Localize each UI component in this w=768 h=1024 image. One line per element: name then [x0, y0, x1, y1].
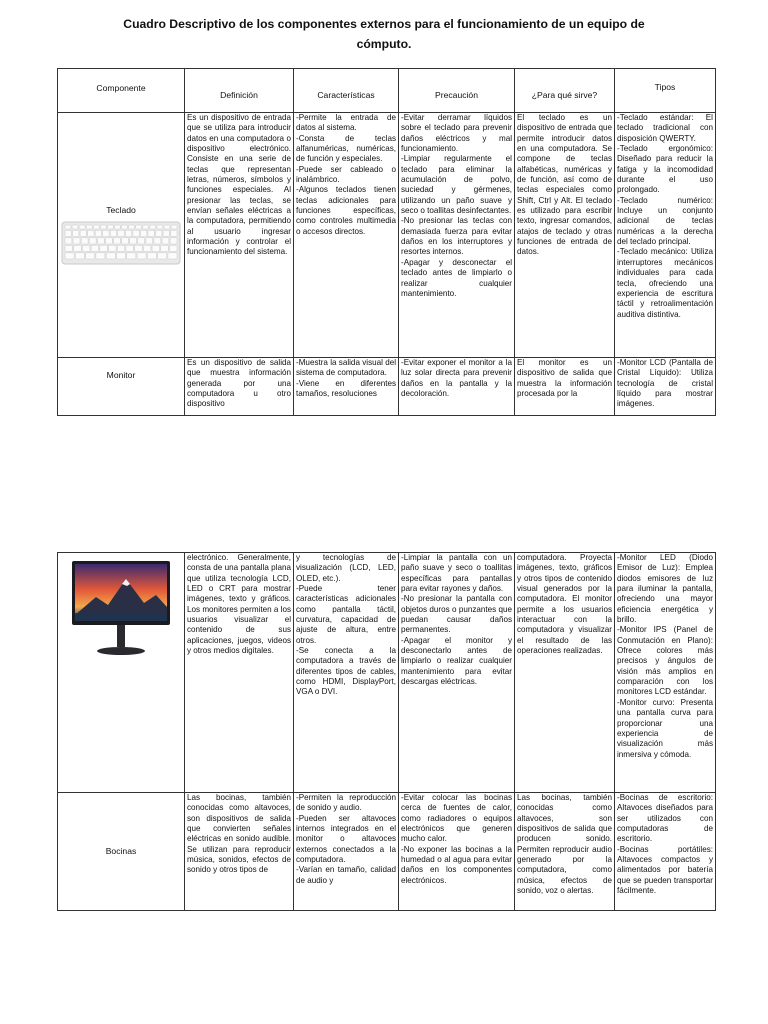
keyboard-key: [143, 225, 149, 229]
keyboard-key: [147, 253, 156, 259]
keyboard-key: [133, 230, 139, 236]
teclado-definicion: Es un dispositivo de entrada que se utiliza para introducir datos en una computadora o dispositivo electrónico. Consiste en una serie de teclas que representan letras, números, símbolos y funciones especiales. Al presionar las teclas, se envían señales eléctricas a la computadora, permitiendo al usuario ingresar información y controlar el funcionamiento del sistema.: [185, 113, 294, 358]
keyboard-key: [114, 238, 121, 244]
component-cell-monitor-image: [58, 553, 185, 793]
keyboard-key: [105, 238, 112, 244]
keyboard-key: [96, 253, 105, 259]
keyboard-key: [161, 245, 169, 251]
keyboard-key: [89, 238, 96, 244]
keyboard-key: [170, 238, 177, 244]
keyboard-key: [148, 230, 154, 236]
keyboard-key: [127, 253, 136, 259]
keyboard-key: [125, 230, 131, 236]
monitor-para-que-sirve-continued: computadora. Proyecta imágenes, texto, gráficos y otros tipos de contenido visual generados por la computadora. El monitor permite a los usuarios interactuar con la computadora y visualizar el resultado de las operaciones realizadas.: [515, 553, 615, 793]
keyboard-key: [156, 230, 162, 236]
keyboard-key: [152, 245, 160, 251]
keyboard-key: [115, 225, 121, 229]
keyboard-key: [137, 253, 146, 259]
keyboard-key: [163, 230, 169, 236]
keyboard-key: [116, 253, 125, 259]
component-name: Bocinas: [105, 846, 137, 857]
bocinas-caracteristicas: -Permiten la reproducción de sonido y audio. -Pueden ser altavoces internos integrados en el monitor o altavoces externos conectados a la computadora. -Varían en tamaño, calidad de audio y: [294, 793, 399, 911]
keyboard-key: [81, 238, 88, 244]
keyboard-key: [95, 230, 101, 236]
keyboard-key: [138, 238, 145, 244]
keyboard-key: [129, 225, 135, 229]
keyboard-key: [75, 253, 84, 259]
keyboard-key: [74, 245, 82, 251]
keyboard-key: [136, 225, 142, 229]
keyboard-key: [65, 253, 74, 259]
keyboard-key: [150, 225, 156, 229]
monitor-definicion: Es un dispositivo de salida que muestra información generada por una computadora u otro dispositivo: [185, 358, 294, 416]
component-cell-bocinas: [58, 793, 185, 911]
monitor-para-que-sirve: El monitor es un dispositivo de salida que muestra la información procesada por la: [515, 358, 615, 416]
keyboard-key: [91, 245, 99, 251]
bocinas-precaucion: -Evitar colocar las bocinas cerca de fuentes de calor, como radiadores o equipos electrónicos que generen mucho calor. -No exponer las bocinas a la humedad o al agua para evitar daños en los componentes electrónicos.: [399, 793, 515, 911]
keyboard-key: [65, 230, 71, 236]
table-row-monitor: [58, 358, 716, 416]
keyboard-key: [158, 253, 167, 259]
keyboard-key: [146, 238, 153, 244]
bocinas-definicion: Las bocinas, también conocidas como altavoces, son dispositivos de salida que convierten señales eléctricas en sonido audible. Se utilizan para reproducir música, sonidos, efectos de sonido y otros tipos de: [185, 793, 294, 911]
header-row: [58, 69, 716, 113]
monitor-tipos-continued: -Monitor LED (Diodo Emisor de Luz): Emplea diodos emisores de luz para iluminar la pantalla, ofreciendo una mayor eficiencia energética y brillo. -Monitor IPS (Panel de Conmutación en Plano): Ofrece colores más precisos y ángulos de visión más amplios en comparación con los monitores LCD estándar. -Monitor curvo: Presenta una pantalla curva para proporcionar una experiencia de visualización más inmersiva y cómoda.: [615, 553, 716, 793]
keyboard-key: [72, 225, 78, 229]
keyboard-key: [130, 238, 137, 244]
keyboard-key: [73, 230, 79, 236]
components-table-part-1: [57, 68, 716, 416]
keyboard-key: [97, 238, 104, 244]
keyboard-key: [157, 225, 163, 229]
keyboard-key: [107, 225, 113, 229]
monitor-definicion-continued: electrónico. Generalmente, consta de una pantalla plana que utiliza tecnología LCD, LED o CRT para mostrar imágenes, texto y gráficos. Los monitores permiten a los usuarios visualizar el contenido de sus aplicaciones, juegos, videos y otros medios digitales.: [185, 553, 294, 793]
keyboard-key: [143, 245, 151, 251]
keyboard-key: [118, 230, 124, 236]
component-name: Teclado: [106, 204, 136, 215]
header-para-que-sirve: ¿Para qué sirve?: [515, 69, 615, 113]
teclado-tipos: -Teclado estándar: El teclado tradicional con disposición QWERTY. -Teclado ergonómico: Diseñado para reducir la fatiga y la incomodidad durante el uso prolongado. -Teclado numérico: Incluye un conjunto adicional de teclas numéricas a la derecha del teclado principal. -Teclado mecánico: Utiliza interruptores mecánicos individuales para cada tecla, ofreciendo una experiencia de escritura táctil y retroalimentación auditiva distintiva.: [615, 113, 716, 358]
keyboard-key: [122, 238, 129, 244]
keyboard-key: [93, 225, 99, 229]
keyboard-key: [82, 245, 90, 251]
keyboard-key: [162, 238, 169, 244]
table-row-teclado: [58, 113, 716, 358]
keyboard-key: [171, 225, 177, 229]
keyboard-key: [65, 245, 73, 251]
document-title: Cuadro Descriptivo de los componentes externos para el funcionamiento de un equipo de cómputo.: [123, 17, 645, 51]
monitor-precaucion-continued: -Limpiar la pantalla con un paño suave y seco o toallitas específicas para pantallas para evitar rayones y daños. -No presionar la pantalla con objetos duros o punzantes que puedan causar daños permanentes. -Apagar el monitor y desconectarlo antes de limpiarlo o realizar cualquier mantenimiento para evitar descargas eléctricas.: [399, 553, 515, 793]
keyboard-key: [117, 245, 125, 251]
keyboard-key: [171, 230, 177, 236]
component-cell-teclado: [58, 113, 185, 358]
keyboard-icon: [61, 221, 181, 265]
keyboard-key: [110, 230, 116, 236]
keyboard-key: [135, 245, 143, 251]
header-componente: Componente: [58, 69, 185, 113]
monitor-tipos: -Monitor LCD (Pantalla de Cristal Líquido): Utiliza tecnología de cristal líquido para mostrar imágenes.: [615, 358, 716, 416]
keyboard-key: [168, 253, 177, 259]
keyboard-key: [86, 253, 95, 259]
keyboard-key: [100, 225, 106, 229]
header-definicion: Definición: [185, 69, 294, 113]
keyboard-key: [122, 225, 128, 229]
header-precaucion: Precaución: [399, 69, 515, 113]
keyboard-key: [154, 238, 161, 244]
keyboard-key: [140, 230, 146, 236]
keyboard-key: [65, 225, 71, 229]
keyboard-key: [100, 245, 108, 251]
keyboard-key: [73, 238, 80, 244]
keyboard-key: [169, 245, 177, 251]
teclado-caracteristicas: -Permite la entrada de datos al sistema. -Consta de teclas alfanuméricas, numéricas, de función y especiales. -Puede ser cableado o inalámbrico. -Algunos teclados tienen teclas adicionales para funciones específicas, como controles multimedia o accesos directos.: [294, 113, 399, 358]
component-name: Monitor: [106, 370, 136, 380]
components-table-part-2: [57, 552, 716, 911]
monitor-icon: [66, 557, 176, 663]
keyboard-key: [126, 245, 134, 251]
component-cell-monitor: [58, 358, 185, 416]
keyboard-key: [106, 253, 115, 259]
monitor-caracteristicas-continued: y tecnologías de visualización (LCD, LED, OLED, etc.). -Puede tener características adicionales como pantalla táctil, curvatura, capacidad de ajuste de altura, entre otros. -Se conecta a la computadora a través de diferentes tipos de cables, como HDMI, DisplayPort, VGA o DVI.: [294, 553, 399, 793]
keyboard-key: [88, 230, 94, 236]
keyboard-key: [65, 238, 72, 244]
keyboard-key: [164, 225, 170, 229]
keyboard-key: [103, 230, 109, 236]
bocinas-tipos: -Bocinas de escritorio: Altavoces diseñados para ser utilizados con computadoras de escritorio. -Bocinas portátiles: Altavoces compactos y alimentados por batería que se pueden transportar fácilmente.: [615, 793, 716, 911]
monitor-precaucion: -Evitar exponer el monitor a la luz solar directa para prevenir daños en la pantalla y la decoloración.: [399, 358, 515, 416]
bocinas-para-que-sirve: Las bocinas, también conocidas como altavoces, son dispositivos de salida que producen sonido. Permiten reproducir audio generado por la computadora, como música, efectos de sonido, voz o alertas.: [515, 793, 615, 911]
teclado-para-que-sirve: El teclado es un dispositivo de entrada que permite introducir datos en una computadora. Se compone de teclas alfabéticas, numéricas y de función, así como de teclas especiales como Shift, Ctrl y Alt. El teclado es utilizado para escribir texto, ingresar comandos, atajos de teclado y otras funciones de entrada de datos.: [515, 113, 615, 358]
keyboard-key: [79, 225, 85, 229]
monitor-caracteristicas: -Muestra la salida visual del sistema de computadora. -Viene en diferentes tamaños, resoluciones: [294, 358, 399, 416]
table-row-bocinas: [58, 793, 716, 911]
keyboard-key: [86, 225, 92, 229]
table-row-monitor-continued: [58, 553, 716, 793]
header-tipos: Tipos: [615, 69, 716, 113]
teclado-precaucion: -Evitar derramar líquidos sobre el teclado para prevenir daños eléctricos y mal funcionamiento. -Limpiar regularmente el teclado para eliminar la acumulación de polvo, suciedad y gérmenes, utilizando un paño suave y seco o toallitas desinfectantes. -No presionar las teclas con demasiada fuerza para evitar daños en los interruptores y resortes internos. -Apagar y desconectar el teclado antes de limpiarlo o realizar cualquier mantenimiento.: [399, 113, 515, 358]
keyboard-key: [109, 245, 117, 251]
keyboard-key: [80, 230, 86, 236]
header-caracteristicas: Características: [294, 69, 399, 113]
